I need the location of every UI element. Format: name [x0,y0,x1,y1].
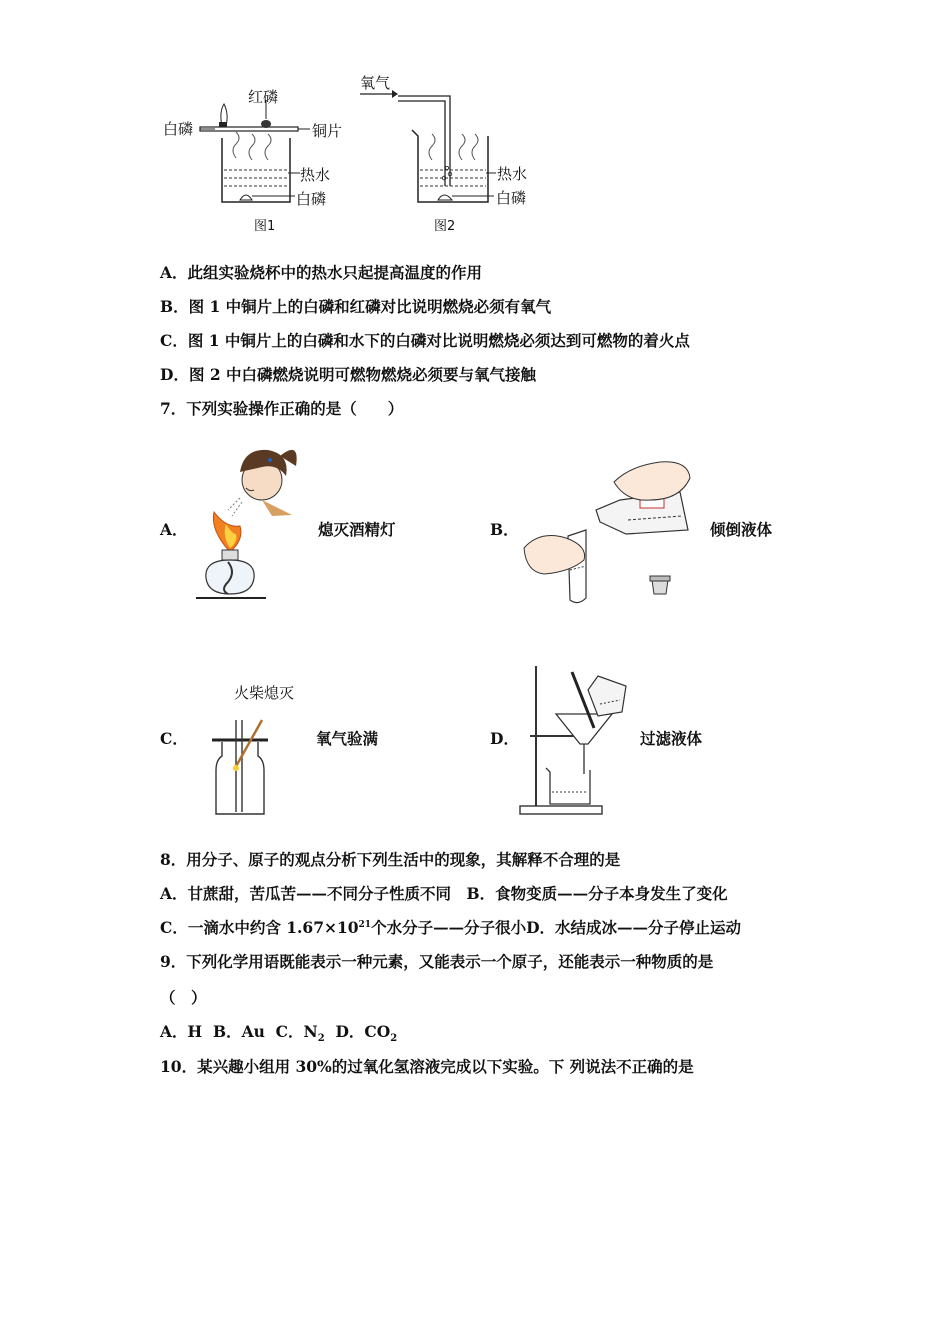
q9-stem: 9．下列化学用语既能表示一种元素，又能表示一个原子，还能表示一种物质的是 [160,952,714,971]
q10-stem: 10．某兴趣小组用 30%的过氧化氢溶液完成以下实验。下 列说法不正确的是 [160,1057,694,1076]
q9-options [160,1020,397,1044]
q9-paren: （ ） [160,988,207,1007]
q8-line2-exponent: 21 [358,919,372,930]
q9-option-c [275,1022,325,1045]
q7-option-a-letter: A． [160,520,188,539]
fig1-label-copper-plate: 铜片 [312,122,343,140]
fig2-caption: 图2 [434,219,456,234]
q8-line2-post: 个水分子——分子很小D．水结成冰——分子停止运动 [371,918,742,937]
q8-stem: 8．用分子、原子的观点分析下列生活中的现象，其解释不合理的是 [160,850,621,869]
q7-option-d-caption: 过滤液体 [640,729,703,748]
fig1-label-white-phosphorus-bottom: 白磷 [296,190,327,208]
fig2-label-white-phosphorus: 白磷 [496,189,527,207]
fig2-label-oxygen: 氧气 [360,74,391,92]
q8-line2-pre: C．一滴水中约含 1.67×10 [160,918,359,937]
q6-option-a: A．此组实验烧杯中的热水只起提高温度的作用 [160,263,483,282]
q7-option-d-letter: D． [490,729,519,748]
q6-option-d: D．图 2 中白磷燃烧说明可燃物燃烧必须要与氧气接触 [160,365,537,384]
q9-option-d-subscript: 2 [390,1033,398,1045]
fig1-label-white-phosphorus-left: 白磷 [163,120,194,138]
fig1-label-red-phosphorus: 红磷 [248,88,279,106]
q6-option-c: C．图 1 中铜片上的白磷和水下的白磷对比说明燃烧必须达到可燃物的着火点 [160,331,690,350]
q9-option-d [335,1022,398,1045]
fig1-caption: 图1 [254,219,276,234]
q9-option-d-text: D．CO [335,1022,391,1041]
q9-option-c-text: C．N [275,1022,318,1041]
q9-option-a: A．H [160,1022,203,1041]
q7-option-c-letter: C． [160,729,188,748]
q7-stem: 7．下列实验操作正确的是（ ） [160,399,404,418]
q7-option-b-caption: 倾倒液体 [710,520,773,539]
q8-options-ab: A．甘蔗甜，苦瓜苦——不同分子性质不同 B．食物变质——分子本身发生了变化 [160,884,728,903]
fig2-label-hot-water: 热水 [497,165,528,183]
q7-option-c-caption: 氧气验满 [316,729,379,748]
q7-option-a-caption: 熄灭酒精灯 [318,520,396,539]
q9-option-c-subscript: 2 [317,1033,325,1045]
q9-option-b: B．Au [212,1022,265,1041]
fig1-label-hot-water: 热水 [300,166,331,184]
q7-option-b-letter: B． [490,520,519,539]
q7-option-c-image-text: 火柴熄灭 [234,684,295,702]
q8-options-cd [160,916,741,938]
q6-option-b: B．图 1 中铜片上的白磷和红磷对比说明燃烧必须有氧气 [160,297,552,316]
